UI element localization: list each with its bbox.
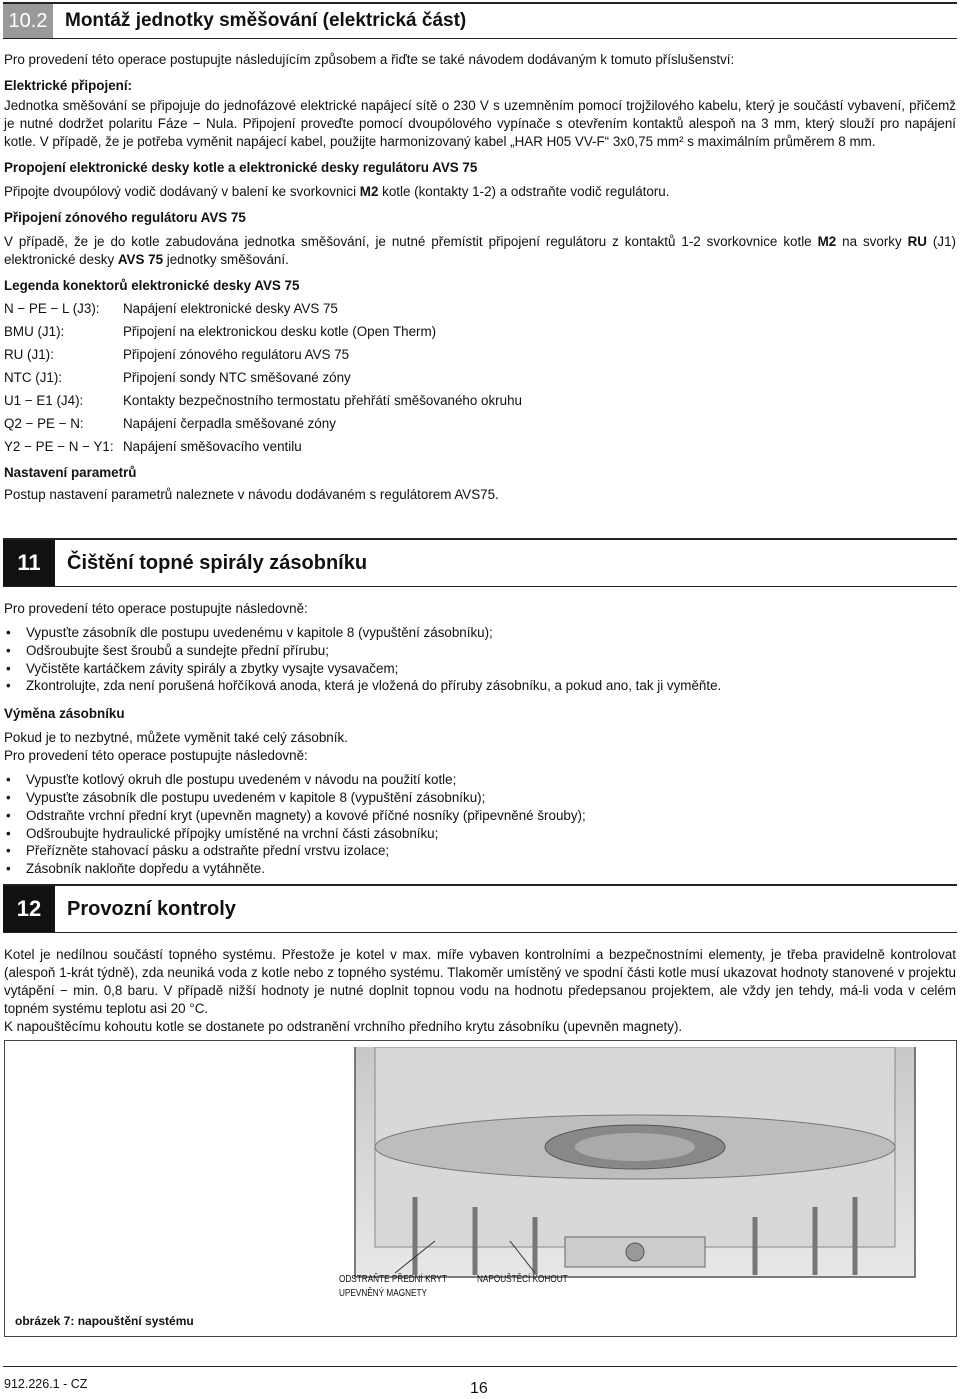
- section-number: 11: [3, 540, 55, 586]
- legend-value: Připojení na elektronickou desku kotle (Open Therm): [123, 324, 437, 340]
- list-item: • Zásobník nakloňte dopředu a vytáhněte.: [4, 860, 956, 878]
- replace-text: Pokud je to nezbytné, můžete vyměnit také celý zásobník.: [4, 730, 348, 746]
- list-item: • Přeřízněte stahovací pásku a odstraňte přední vrstvu izolace;: [4, 842, 956, 860]
- electric-text: Jednotka směšování se připojuje do jednofázové elektrické napájecí sítě o 230 V s uzemněním pomocí trojžilového kabelu, který je součástí vybavení, přičemž je nutné dodržet polaritu Fáze − Nula. Připojení proveďte pomocí dvoupólového vypínače s otevřením kontaktů alespoň na 3 mm, který slouží pro napájení kotle. V případě, že je potřeba vyměnit napájecí kabel, použijte harmonizovaný kabel „HAR H05 VV-F“ 3x0,75 mm² s maximálním průměrem 8 mm.: [4, 97, 956, 149]
- legend-value: Napájení směšovacího ventilu: [123, 439, 302, 455]
- intro-text: Pro provedení této operace postupujte následovně:: [4, 601, 308, 616]
- legend-heading: Legenda konektorů elektronické desky AVS 75: [4, 277, 300, 293]
- params-heading: Nastavení parametrů: [4, 465, 137, 481]
- checks-text-2: K napouštěcímu kohoutu kotle se dostanete po odstranění vrchního předního krytu zásobníku (upevněn magnety).: [4, 1018, 683, 1034]
- replace-steps: [4, 771, 956, 878]
- figure-7: [4, 1040, 957, 1337]
- document-code: 912.226.1 - CZ: [4, 1377, 88, 1391]
- legend-value: Napájení čerpadla směšované zóny: [123, 416, 336, 432]
- legend-value: Připojení zónového regulátoru AVS 75: [123, 347, 350, 363]
- figure-caption: obrázek 7: napouštění systému: [15, 1314, 194, 1328]
- legend-key: N − PE − L (J3):: [4, 301, 100, 317]
- zone-text: V případě, že je do kotle zabudována jednotka směšování, je nutné přemístit připojení regulátoru z kontaktů 1-2 svorkovnice kotle M2 na svorky RU (J1) elektronické desky AVS 75 jednotky směšování.: [4, 233, 956, 267]
- section-header-12: [3, 884, 957, 933]
- section-title: Montáž jednotky směšování (elektrická část): [65, 10, 467, 32]
- section-header-11: [3, 538, 957, 587]
- footer-divider: [3, 1366, 957, 1367]
- page-number: 16: [470, 1380, 488, 1397]
- connector-legend: [4, 300, 956, 456]
- replace-heading: Výměna zásobníku: [4, 706, 125, 722]
- legend-key: Y2 − PE − N − Y1:: [4, 439, 114, 455]
- replace-intro: Pro provedení této operace postupujte následovně:: [4, 748, 308, 764]
- callout-remove-cover: ODSTRAŇTE PŘEDNÍ KRYT UPEVNĚNÝ MAGNETY: [339, 1274, 447, 1299]
- legend-key: BMU (J1):: [4, 324, 65, 340]
- callout-filling-tap: NAPOUŠTĚCÍ KOHOUT: [477, 1274, 568, 1285]
- section-10-2-body: [4, 51, 956, 508]
- legend-value: Kontakty bezpečnostního termostatu přehřátí směšovaného okruhu: [123, 393, 522, 409]
- list-item: • Vypusťte zásobník dle postupu uvedenému v kapitole 8 (vypuštění zásobníku);: [4, 624, 956, 642]
- section-12-body: [4, 946, 956, 1040]
- legend-key: U1 − E1 (J4):: [4, 393, 84, 409]
- section-number: 10.2: [3, 4, 53, 38]
- zone-heading: Připojení zónového regulátoru AVS 75: [4, 209, 246, 225]
- cleaning-steps: [4, 624, 956, 695]
- intro-text: Pro provedení této operace postupujte následujícím způsobem a řiďte se také návodem dodávaným k tomuto příslušenství:: [4, 52, 735, 67]
- list-item: • Vypusťte zásobník dle postupu uvedeném v kapitole 8 (vypuštění zásobníku);: [4, 789, 956, 807]
- board-heading: Propojení elektronické desky kotle a elektronické desky regulátoru AVS 75: [4, 159, 478, 175]
- board-text: Připojte dvoupólový vodič dodávaný v balení ke svorkovnici M2 kotle (kontakty 1-2) a odstraňte vodič regulátoru.: [4, 183, 670, 199]
- section-11-body: [4, 600, 956, 878]
- legend-key: RU (J1):: [4, 347, 54, 363]
- legend-value: Připojení sondy NTC směšované zóny: [123, 370, 351, 386]
- list-item: • Vyčistěte kartáčkem závity spirály a zbytky vysajte vysavačem;: [4, 660, 956, 678]
- section-header-10-2: [3, 2, 957, 39]
- list-item: • Zkontrolujte, zda není porušená hořčíková anoda, která je vložená do příruby zásobníku, a pokud ano, tak ji vyměňte.: [4, 677, 956, 695]
- section-number: 12: [3, 886, 55, 932]
- legend-key: NTC (J1):: [4, 370, 63, 386]
- list-item: • Odšroubujte hydraulické přípojky umístěné na vrchní části zásobníku;: [4, 825, 956, 843]
- legend-key: Q2 − PE − N:: [4, 416, 84, 432]
- section-title: Čištění topné spirály zásobníku: [67, 551, 368, 574]
- checks-text: Kotel je nedílnou součástí topného systému. Přestože je kotel v max. míře vybaven kontrolními a bezpečnostními elementy, je třeba pravidelně kontrolovat (alespoň 1-krát týdně), zda neuniká voda z kotle nebo z topného systému. Tlakoměr umístěný ve spodní části kotle musí ukazovat hodnoty stanovené v projektu vytápění − min. 0,8 baru. V případě nižší hodnoty je nutné doplnit topnou vodu na hodnotu předepsanou projektem, ale vždy jen tehdy, má-li voda v celém topném systému teplotu asi 20 °C.: [4, 947, 956, 1016]
- list-item: • Odšroubujte šest šroubů a sundejte přední přírubu;: [4, 642, 956, 660]
- params-text: Postup nastavení parametrů naleznete v návodu dodávaném s regulátorem AVS75.: [4, 487, 499, 503]
- legend-value: Napájení elektronické desky AVS 75: [123, 301, 338, 317]
- list-item: • Odstraňte vrchní přední kryt (upevněn magnety) a kovové příčné nosníky (připevněné šrouby);: [4, 807, 956, 825]
- section-title: Provozní kontroly: [67, 897, 236, 920]
- list-item: • Vypusťte kotlový okruh dle postupu uvedeném v návodu na použití kotle;: [4, 771, 956, 789]
- electric-heading: Elektrické připojení:: [4, 77, 132, 93]
